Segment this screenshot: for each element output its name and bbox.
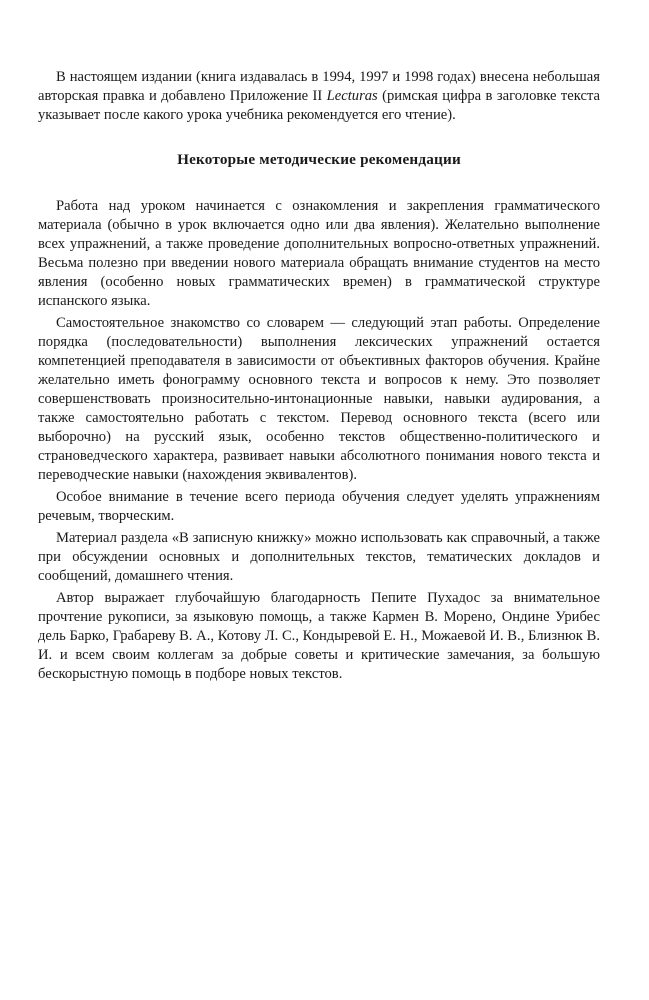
document-page xyxy=(38,68,600,684)
intro-text-end: (римская цифра в заголовке текста указывает после какого урока учебника рекомендуется его чтение). xyxy=(38,88,600,123)
paragraph-speech-exercises: Особое внимание в течение всего периода обучения следует уделять упражнениям речевым, творческим. xyxy=(38,489,600,524)
paragraph-vocabulary: Самостоятельное знакомство со словарем — следующий этап работы. Определение порядка (последовательности) выполнения лексических упражнений остается компетенцией преподавателя в зависимости от объективных факторов обучения. Крайне желательно иметь фонограмму основного текста и вопросов к нему. Это позволяет совершенствовать произносительно-интонационные навыки, навыки аудирования, а также самостоятельно работать с текстом. Перевод основного текста (всего или выборочно) на русский язык, особенно текстов общественно-политического и страноведческого характера, развивает навыки абсолютного понимания нового текста и переводческие навыки (нахождения эквивалентов). xyxy=(38,315,600,483)
intro-paragraph xyxy=(38,68,600,125)
section-heading: Некоторые методические рекомендации xyxy=(177,151,461,168)
paragraph-notebook-section: Материал раздела «В записную книжку» можно использовать как справочный, а также при обсуждении основных и дополнительных текстов, тематических докладов и сообщений, домашнего чтения. xyxy=(38,530,600,584)
intro-italic-title: Lecturas xyxy=(326,88,378,104)
paragraph-grammar: Работа над уроком начинается с ознакомления и закрепления грамматического материала (обычно в урок включается одно или два явления). Желательно выполнение всех упражнений, а также проведение дополнительных вопросно-ответных упражнений. Весьма полезно при введении нового материала обращать внимание студентов на место явления (особенно новых грамматических времен) в грамматической структуре испанского языка. xyxy=(38,198,600,309)
intro-text-start: В настоящем издании (книга издавалась в 1994, 1997 и 1998 годах) внесена небольшая авторская правка и добавлено Приложение II xyxy=(38,69,600,104)
paragraph-acknowledgements: Автор выражает глубочайшую благодарность Пепите Пухадос за внимательное прочтение рукописи, за языковую помощь, а также Кармен В. Морено, Ондине Урибес дель Барко, Грабареву В. А., Котову Л. С., Кондыревой Е. Н., Можаевой И. В., Близнюк В. И. и всем своим коллегам за добрые советы и критические замечания, за большую бескорыстную помощь в подборе новых текстов. xyxy=(38,590,600,682)
